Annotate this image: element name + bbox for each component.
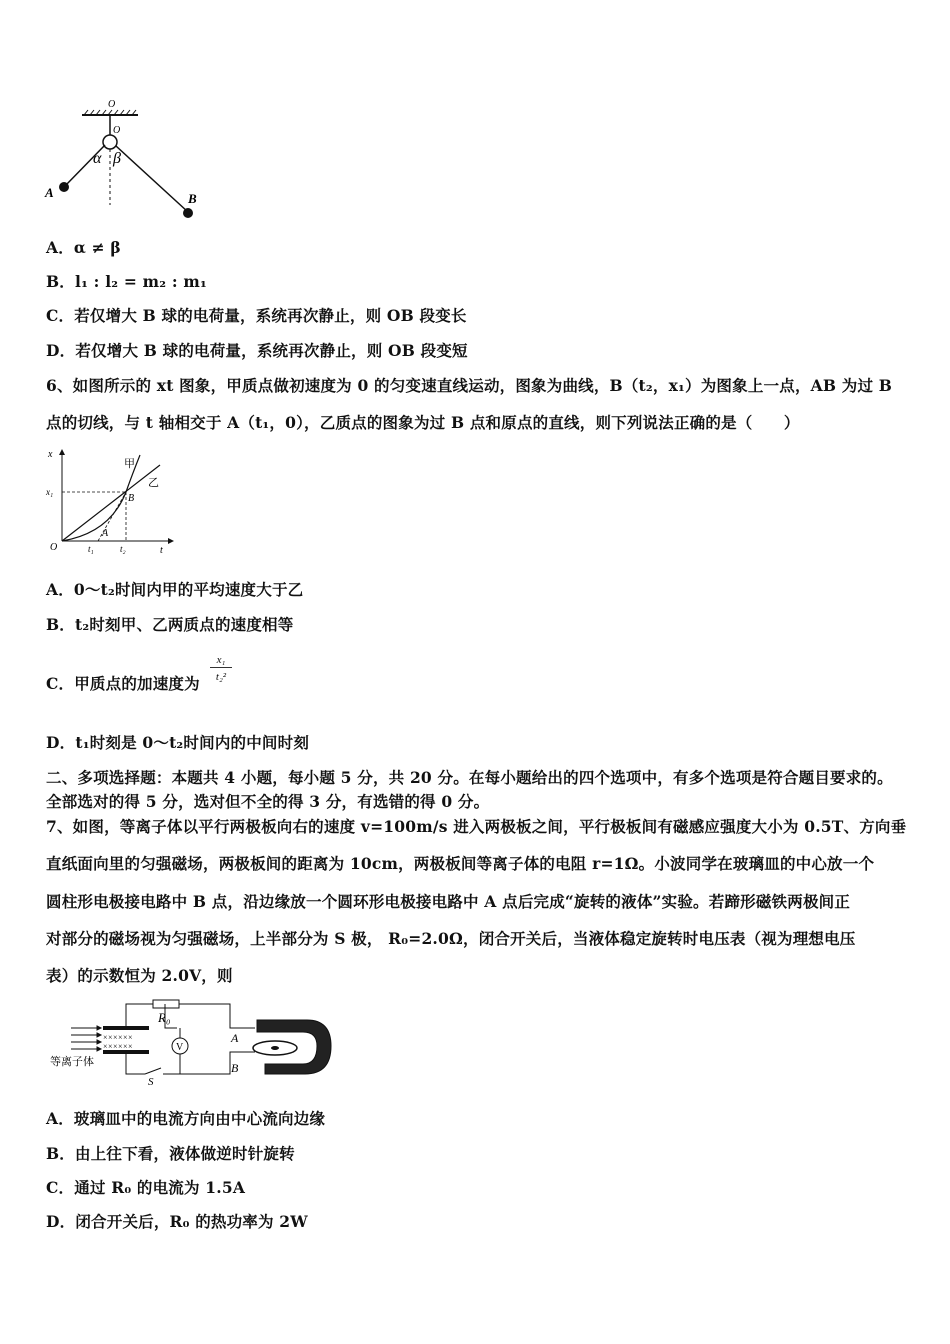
- q6-stem-line1: 6、如图所示的 xt 图象，甲质点做初速度为 0 的匀变速直线运动，图象为曲线，B（t₂，x₁）为图象上一点，AB 为过 B: [46, 376, 893, 395]
- q6-stem-line2: 点的切线，与 t 轴相交于 A（t₁，0），乙质点的图象为过 B 点和原点的直线，则下列说法正确的是（ ）: [46, 413, 800, 432]
- q6-curve-jia-label: 甲: [124, 458, 135, 470]
- q6-origin-label: O: [50, 542, 58, 553]
- q6-option-c-text: C．甲质点的加速度为: [46, 674, 200, 693]
- q6-option-c-denominator: t₂²: [215, 671, 227, 683]
- q7-switch-s: [145, 1068, 161, 1074]
- q5-label-alpha: α: [93, 150, 102, 167]
- q6-option-c-fraction: [210, 653, 232, 686]
- q6-t1-label: t₁: [88, 544, 94, 554]
- q6-option-c-numerator: x₁: [210, 653, 232, 668]
- section2-line1: 二、多项选择题：本题共 4 小题，每小题 5 分，共 20 分。在每小题给出的四个选项中，有多个选项是符合题目要求的。: [46, 768, 893, 787]
- q7-switch-label: S: [148, 1076, 154, 1088]
- q7-option-c: C．通过 R₀ 的电流为 1.5A: [46, 1178, 246, 1197]
- q6-option-a: A．0～t₂时间内甲的平均速度大于乙: [46, 580, 304, 599]
- q5-ball-b: [183, 208, 193, 218]
- q7-stem-line5: 表）的示数恒为 2.0V，则: [46, 966, 233, 985]
- q7-option-b: B．由上往下看，液体做逆时针旋转: [46, 1144, 295, 1163]
- section2-line2: 全部选对的得 5 分，选对但不全的得 3 分，有选错的得 0 分。: [46, 792, 490, 811]
- q7-r0-label: R₀: [158, 1010, 171, 1025]
- q5-label-a: A: [45, 185, 54, 200]
- q6-line-yi-label: 乙: [148, 477, 159, 489]
- q7-field-row-2: ××××××: [103, 1042, 134, 1051]
- q7-resistor-r0: [153, 1000, 179, 1008]
- q6-point-b-label: B: [128, 493, 135, 504]
- q5-pendulum-figure: [40, 95, 210, 225]
- q5-label-top-o: O: [108, 99, 116, 110]
- q7-circuit-figure: [45, 998, 335, 1088]
- q7-point-b-label: B: [231, 1061, 239, 1075]
- q5-option-a: A．α ≠ β: [46, 238, 121, 257]
- q7-plasma-label: 等离子体: [50, 1056, 94, 1068]
- q5-label-pivot-o: O: [113, 125, 121, 136]
- q5-option-d: D．若仅增大 B 球的电荷量，系统再次静止，则 OB 段变短: [46, 341, 468, 360]
- q7-stem-line2: 直纸面向里的匀强磁场，两极板间的距离为 10cm，两极板间等离子体的电阻 r=1Ω。小波同学在玻璃皿的中心放一个: [46, 854, 875, 873]
- q6-point-a-label: A: [102, 528, 109, 539]
- q7-stem-line4: 对部分的磁场视为匀强磁场，上半部分为 S 极， R₀=2.0Ω，闭合开关后，当液体稳定旋转时电压表（视为理想电压: [46, 929, 856, 948]
- q6-y-axis-label: x: [48, 449, 53, 460]
- q5-ball-a: [59, 182, 69, 192]
- q7-field-row-1: ××××××: [103, 1033, 134, 1042]
- q5-option-b: B．l₁ : l₂ = m₂ : m₁: [46, 272, 207, 291]
- q6-x-axis-label: t: [160, 545, 163, 556]
- q6-option-c: [46, 672, 200, 694]
- q6-t2-label: t₂: [120, 544, 126, 554]
- q6-x1-label: x₁: [46, 487, 54, 497]
- q6-option-b: B．t₂时刻甲、乙两质点的速度相等: [46, 615, 294, 634]
- q6-option-d: D．t₁时刻是 0～t₂时间内的中间时刻: [46, 733, 310, 752]
- q5-option-c: C．若仅增大 B 球的电荷量，系统再次静止，则 OB 段变长: [46, 306, 467, 325]
- q6-line-yi: [62, 465, 160, 541]
- q7-option-a: A．玻璃皿中的电流方向由中心流向边缘: [46, 1109, 326, 1128]
- q5-label-beta: β: [113, 150, 121, 167]
- q7-stem-line3: 圆柱形电极接电路中 B 点，沿边缘放一个圆环形电极接电路中 A 点后完成“旋转的液体”实验。若蹄形磁铁两极间正: [46, 892, 851, 911]
- q7-voltmeter-label: V: [176, 1042, 184, 1053]
- q7-option-d: D．闭合开关后，R₀ 的热功率为 2W: [46, 1212, 308, 1231]
- q7-stem-line1: 7、如图，等离子体以平行两极板向右的速度 v=100m/s 进入两极板之间，平行极板间有磁感应强度大小为 0.5T、方向垂: [46, 817, 907, 836]
- q7-point-a-label: A: [231, 1031, 239, 1045]
- q5-label-b: B: [188, 191, 197, 206]
- q6-xt-graph: [40, 445, 175, 560]
